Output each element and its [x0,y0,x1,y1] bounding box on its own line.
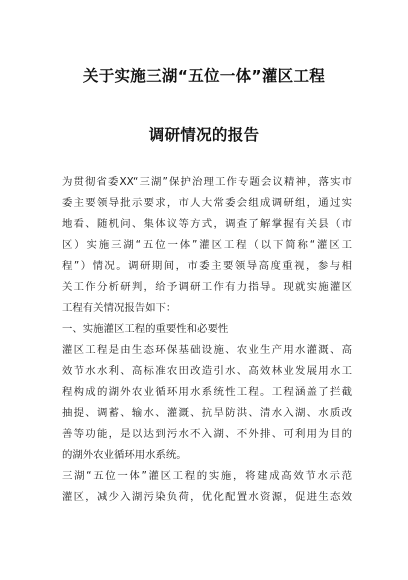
body-line: 地看、随机问、集体议等方式，调查了解掌握有关县（市 [62,218,352,230]
section-heading: 一、实施灌区工程的重要性和必要性 [62,323,229,335]
body-line: 为贯彻省委XX“三湖”保护治理工作专题会议精神，落实市 [62,176,352,188]
body-line: 抽提、调蓄、输水、灌溉、抗旱防洪、清水入湖、水质改 [62,407,352,419]
body-line: 灌区，减少入湖污染负荷，优化配置水资源，促进生态效 [62,491,352,503]
body-line: 的湖外农业循环用水系统。 [62,449,187,461]
body-line: 三湖“五位一体”灌区工程的实施，将建成高效节水示范 [62,470,352,482]
body-line: 程构成的湖外农业循环用水系统性工程。工程涵盖了拦截 [62,386,352,398]
body-line: 关工作分析研判，给予调研工作有力指导。现就实施灌区 [62,281,352,293]
body-line: 善等功能，是以达到污水不入湖、不外排、可利用为目的 [62,428,352,440]
body-line: 区）实施三湖“五位一体”灌区工程（以下简称“灌区工 [62,239,352,251]
document-title-line-1: 关于实施三湖“五位一体”灌区工程 [82,67,326,85]
body-line: 效节水水利、高标准农田改造引水、高效林业发展用水工 [62,365,352,377]
body-line: 工程有关情况报告如下： [62,302,177,314]
document-title-line-2: 调研情况的报告 [148,126,260,144]
body-line: 灌区工程是由生态环保基础设施、农业生产用水灌溉、高 [62,344,352,356]
body-line: 程”）情况。调研期间，市委主要领导高度重视，参与相 [62,260,352,272]
body-line: 委主要领导批示要求，市人大常委会组成调研组，通过实 [62,197,352,209]
